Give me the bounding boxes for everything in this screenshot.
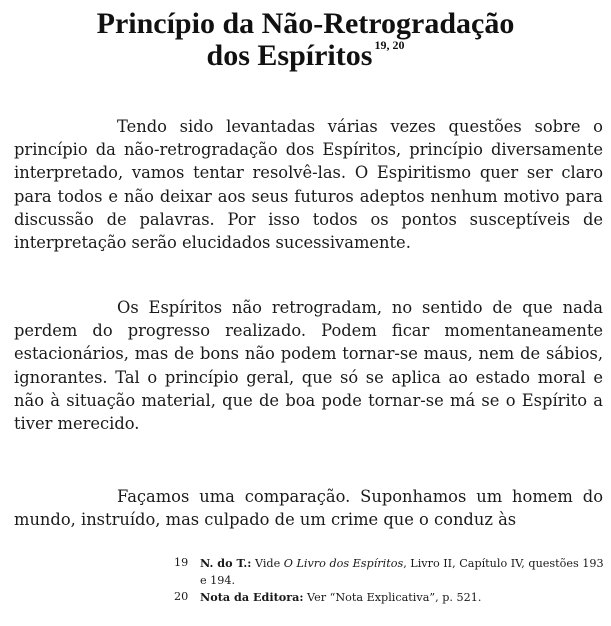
footnote-text: Vide [251, 557, 284, 570]
footnote-text: , Livro II, Capítulo IV, questões 193 e 194. [200, 557, 604, 587]
footnote-label: N. do T.: [200, 556, 252, 570]
footnote-number: 19 [174, 556, 189, 569]
footnotes [174, 555, 606, 607]
title-line-1: Princípio da Não-Retrogradação [96, 7, 515, 40]
title-line-2: dos Espíritos [206, 39, 373, 72]
footnote-text: Ver “Nota Explicativa”, p. 521. [303, 591, 482, 604]
paragraph-1: Tendo sido levantadas várias vezes questões sobre o princípio da não-retrogradação dos Espíritos, princípio diversamente interpretado, vamos tentar resolvê-las. O Espiritismo quer ser claro para todos e não deixar aos seus futuros adeptos nenhum motivo para discussão de palavras. Por isso todos os pontos susceptíveis de interpretação serão elucidados sucessivamente. [14, 117, 603, 253]
paragraph-2: Os Espíritos não retrogradam, no sentido de que nada perdem do progresso realizado. Podem ficar momentaneamente estacionários, mas de bons não podem tornar-se maus, nem de sábios, ignorantes. Tal o princípio geral, que só se aplica ao estado moral e não à situação material, que de boa pode tornar-se má se o Espírito a tiver merecido. [14, 298, 603, 434]
footnote-book-title: O Livro dos Espíritos [283, 557, 404, 570]
footnote-19 [174, 555, 606, 589]
title-footnote-refs: 19, 20 [374, 38, 405, 52]
footnote-label: Nota da Editora: [200, 590, 304, 604]
paragraph-3: Façamos uma comparação. Suponhamos um homem do mundo, instruído, mas culpado de um crime que o conduz às [14, 487, 603, 530]
page-title [0, 8, 611, 72]
footnote-number: 20 [174, 590, 189, 603]
footnote-20 [174, 589, 606, 607]
